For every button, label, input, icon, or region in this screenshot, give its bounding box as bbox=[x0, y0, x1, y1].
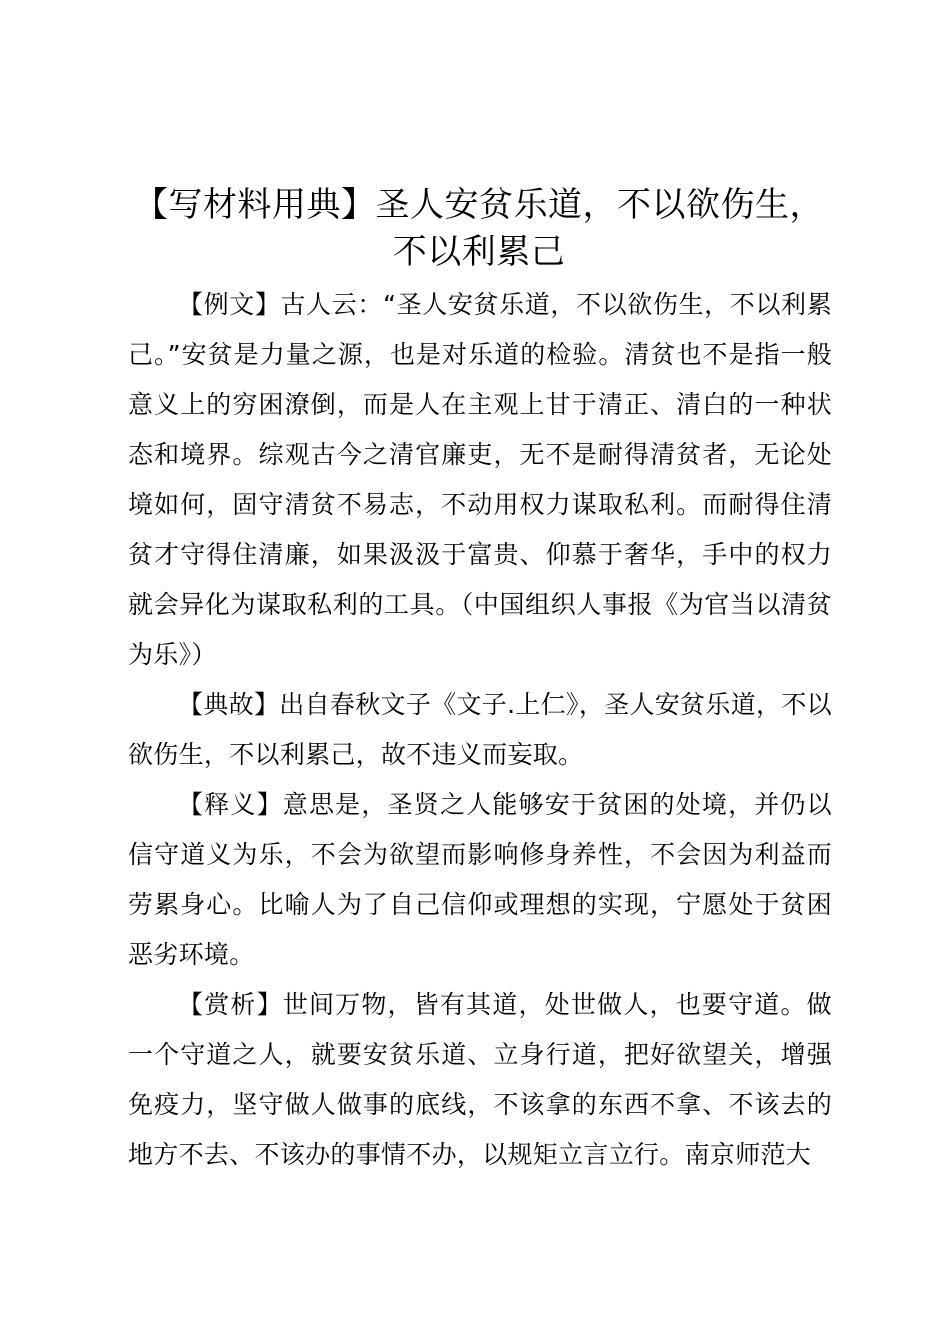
paragraph-interpretation: 【释义】意思是，圣贤之人能够安于贫困的处境，并仍以信守道义为乐，不会为欲望而影响修身养性，不会因为利益而劳累身心。比喻人为了自己信仰或理想的实现，宁愿处于贫困恶劣环境。 bbox=[128, 790, 832, 969]
document-body bbox=[128, 280, 832, 1180]
title-line-2: 不以利累己 bbox=[392, 232, 566, 272]
document-title bbox=[118, 182, 840, 276]
paragraph-appreciation: 【赏析】世间万物，皆有其道，处世做人，也要守道。做一个守道之人，就要安贫乐道、立身行道，把好欲望关，增强免疫力，坚守做人做事的底线，不该拿的东西不拿、不该去的地方不去、不该办的事情不办，以规矩立言立行。南京师范大 bbox=[128, 990, 832, 1169]
title-line-1: 【写材料用典】圣人安贫乐道，不以欲伤生， bbox=[134, 185, 824, 225]
paragraph-allusion: 【典故】出自春秋文子《文子.上仁》，圣人安贫乐道，不以欲伤生，不以利累己，故不违义而妄取。 bbox=[128, 690, 832, 769]
paragraph-example: 【例文】古人云：“圣人安贫乐道，不以欲伤生，不以利累己。”安贫是力量之源，也是对乐道的检验。清贫也不是指一般意义上的穷困潦倒，而是人在主观上甘于清正、清白的一种状态和境界。综观古今之清官廉吏，无不是耐得清贫者，无论处境如何，固守清贫不易志，不动用权力谋取私利。而耐得住清贫才守得住清廉，如果汲汲于富贵、仰慕于奢华，手中的权力就会异化为谋取私利的工具。（中国组织人事报《为官当以清贫为乐》） bbox=[128, 290, 832, 669]
